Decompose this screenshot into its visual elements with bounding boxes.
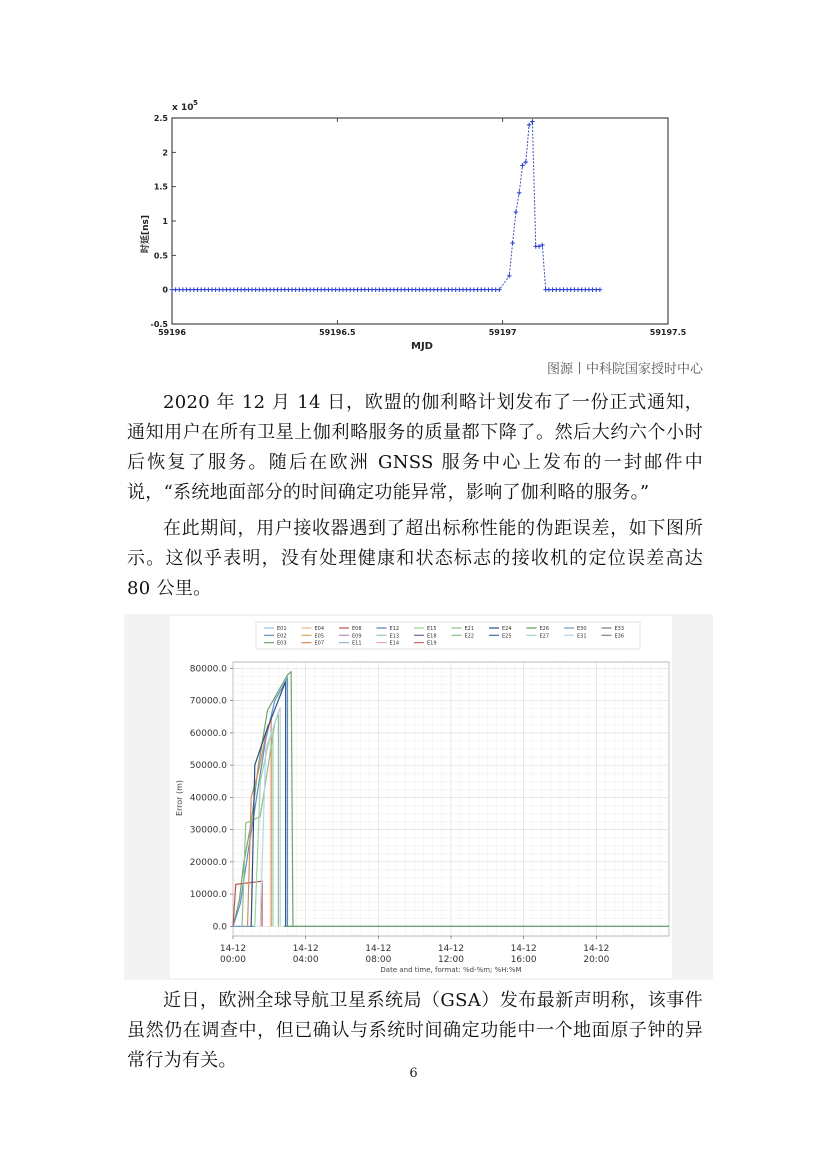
delay-chart-xtick-label: 59196.5 [319,328,356,337]
legend-entry: E12 [389,626,400,632]
error-chart-xtick-date: 14-12 [437,944,465,954]
delay-chart-ytick-label: 2 [162,148,168,158]
legend-entry: E27 [539,633,550,640]
error-chart-ylabel: Error (m) [175,779,184,817]
delay-chart-scale-label: x 10 [172,103,194,113]
error-chart [124,614,713,980]
legend-entry: E36 [614,633,625,640]
legend-entry: E19 [427,640,437,647]
legend-entry: E07 [314,640,325,647]
error-chart-ytick-label: 50000.0 [189,761,227,772]
error-chart-ytick-label: 80000.0 [189,664,227,675]
delay-chart-xtick-label: 59197 [488,328,517,337]
legend-entry: E18 [427,633,437,640]
paragraph-1: 2020 年 12 月 14 日，欧盟的伽利略计划发布了一份正式通知，通知用户在所有卫星上伽利略服务的质量都下降了。然后大约六个小时后恢复了服务。随后在欧洲 GNSS 服务中心上发布的一封邮件中说，“系统地面部分的时间确定功能异常，影响了伽利略的服务。” [127,392,703,503]
error-chart-ytick-label: 70000.0 [189,696,227,707]
delay-chart-ytick-label: 0.5 [153,251,168,261]
error-chart-xtick-time: 08:00 [365,955,392,965]
figure-caption: 图源丨中科院国家授时中心 [546,362,703,377]
legend-entry: E26 [539,626,550,632]
delay-chart-ytick-label: 1.5 [153,182,168,192]
error-chart-ytick-label: 20000.0 [189,857,227,868]
paragraph-2: 在此期间，用户接收器遇到了超出标称性能的伪距误差，如下图所示。这似乎表明，没有处理健康和状态标志的接收机的定位误差高达 80 公里。 [127,518,703,599]
delay-chart-ytick-label: -0.5 [150,320,168,329]
error-chart-xtick-date: 14-12 [219,944,247,954]
legend-entry: E22 [464,633,475,640]
delay-chart-ylabel: 时延[ns] [141,215,151,253]
error-chart-xtick-date: 14-12 [292,944,319,954]
legend-entry: E15 [427,626,437,632]
error-chart-ytick-label: 40000.0 [189,793,227,804]
legend-entry: E05 [314,633,325,640]
page-number: 6 [409,1066,418,1081]
error-chart-xtick-time: 16:00 [510,955,537,965]
delay-chart-ytick-label: 1 [162,217,168,226]
error-chart-xtick-date: 14-12 [510,944,537,954]
legend-entry: E02 [277,633,287,640]
error-chart-xtick-time: 00:00 [220,955,246,965]
legend-entry: E21 [464,626,475,632]
legend-entry: E01 [277,626,287,632]
legend-entry: E25 [502,633,512,640]
delay-chart-frame [172,118,668,324]
error-chart-ytick-label: 60000.0 [189,728,227,739]
error-chart-xlabel: Date and time, format: %d-%m; %H:%M [380,966,522,974]
legend-entry: E04 [314,626,325,632]
legend-entry: E14 [389,640,400,647]
error-chart-xtick-date: 14-12 [365,944,392,954]
error-chart-ytick-label: 0.0 [212,922,227,933]
delay-chart-ytick-label: 2.5 [153,114,168,123]
delay-chart-xtick-label: 59196 [158,328,186,337]
error-chart-xtick-date: 14-12 [583,944,610,954]
paragraph-3: 近日，欧洲全球导航卫星系统局（GSA）发布最新声明称，该事件虽然仍在调查中，但已确认与系统时间确定功能中一个地面原子钟的异常行为有关。 [127,990,703,1071]
delay-chart-xlabel: MJD [411,341,433,352]
legend-entry: E08 [352,626,362,632]
delay-chart-scale-exp: 5 [193,99,198,107]
legend-entry: E11 [352,640,362,647]
legend-entry: E13 [389,633,400,640]
legend-entry: E03 [277,640,287,647]
legend-entry: E30 [577,626,587,632]
error-chart-xtick-time: 20:00 [583,955,610,965]
error-chart-xtick-time: 04:00 [292,955,319,965]
legend-entry: E24 [502,626,512,632]
error-chart-xtick-time: 12:00 [438,955,464,965]
delay-chart [140,96,700,354]
error-chart-ytick-label: 10000.0 [189,890,227,901]
legend-entry: E31 [577,633,587,640]
error-chart-ytick-label: 30000.0 [189,825,227,836]
delay-chart-ytick-label: 0 [162,285,168,295]
legend-entry: E09 [352,633,362,640]
delay-chart-xtick-label: 59197.5 [649,328,687,337]
legend-entry: E33 [614,626,625,632]
